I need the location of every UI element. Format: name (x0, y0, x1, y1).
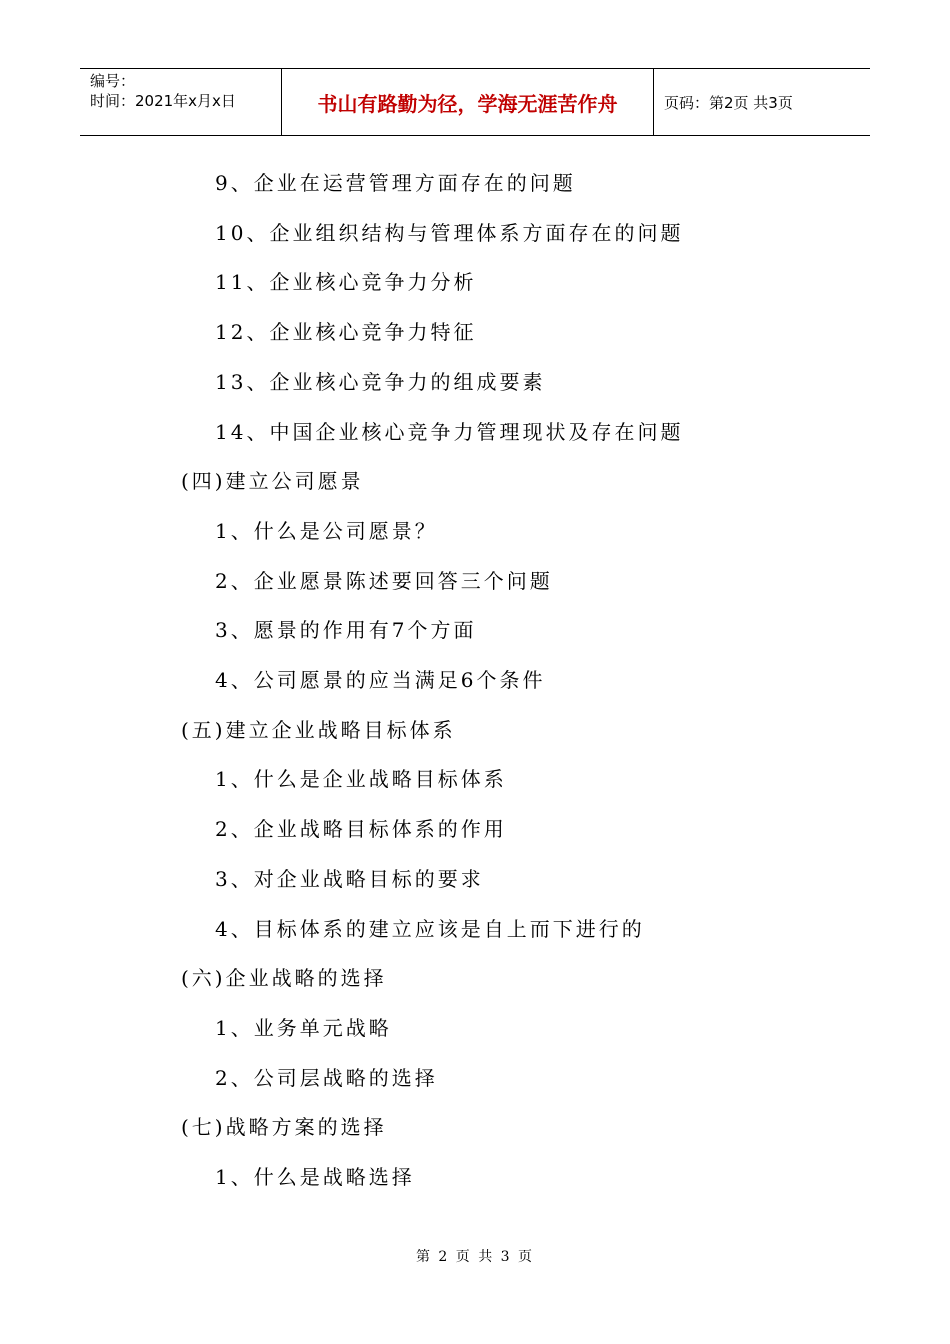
outline-item: 2、企业愿景陈述要回答三个问题 (215, 568, 553, 593)
page-footer: 第 2 页 共 3 页 (415, 1249, 535, 1265)
header-meta (80, 69, 282, 135)
outline-item: 12、企业核心竞争力特征 (215, 320, 477, 345)
section-heading: (六)企业战略的选择 (181, 966, 387, 991)
outline-item: 4、目标体系的建立应该是自上而下进行的 (215, 916, 645, 941)
outline-item: 2、企业战略目标体系的作用 (215, 817, 507, 842)
outline-item: 2、公司层战略的选择 (215, 1065, 438, 1090)
page-header (80, 68, 870, 136)
header-page-indicator: 页码：第2页 共3页 (664, 93, 793, 112)
section-heading: (五)建立企业战略目标体系 (181, 717, 456, 742)
section-heading: (七)战略方案的选择 (181, 1115, 387, 1140)
document-time-label: 时间：2021年x月x日 (90, 92, 236, 110)
document-number-label: 编号： (90, 72, 136, 90)
outline-item: 1、什么是战略选择 (215, 1165, 415, 1189)
outline-item: 3、愿景的作用有7个方面 (215, 618, 477, 643)
outline-item: 9、企业在运营管理方面存在的问题 (215, 171, 576, 195)
outline-item: 10、企业组织结构与管理体系方面存在的问题 (215, 220, 684, 245)
outline-item: 13、企业核心竞争力的组成要素 (215, 369, 546, 394)
header-motto: 书山有路勤为径，学海无涯苦作舟 (282, 69, 654, 135)
outline-item: 11、企业核心竞争力分析 (215, 270, 477, 295)
outline-item: 1、业务单元战略 (215, 1015, 392, 1040)
outline-item: 1、什么是企业战略目标体系 (215, 767, 507, 792)
outline-item: 4、公司愿景的应当满足6个条件 (215, 668, 546, 692)
section-heading: (四)建立公司愿景 (181, 469, 364, 494)
outline-item: 14、中国企业核心竞争力管理现状及存在问题 (215, 419, 684, 444)
outline-item: 1、什么是公司愿景？ (215, 518, 438, 543)
outline-item: 3、对企业战略目标的要求 (215, 866, 484, 891)
